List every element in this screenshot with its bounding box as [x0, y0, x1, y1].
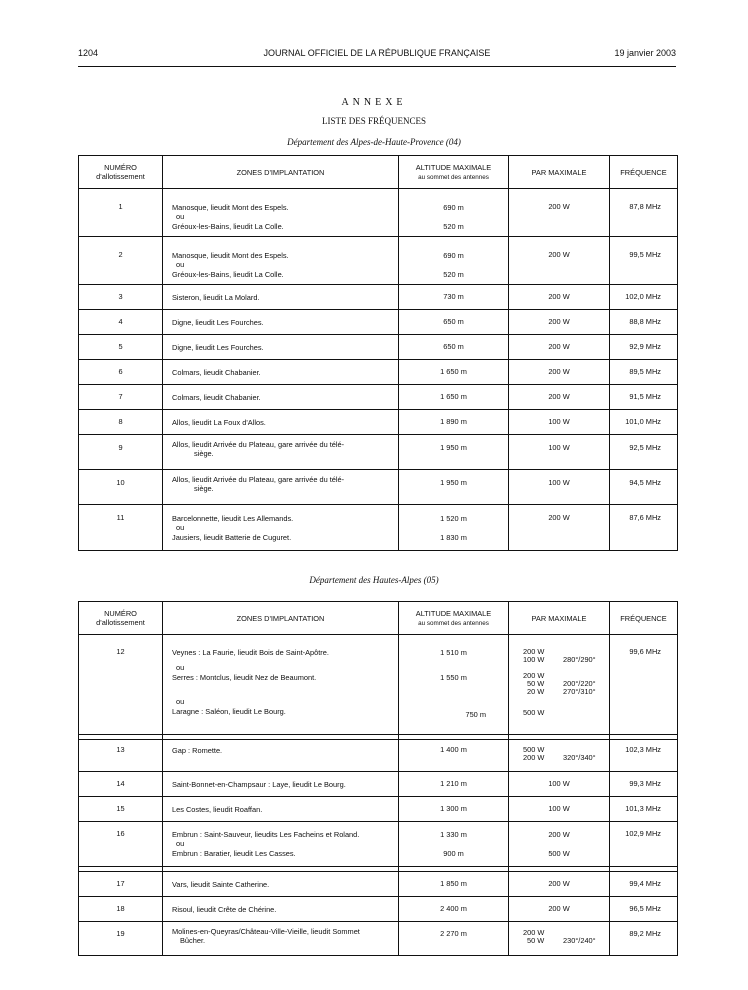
table-row: 2 Manosque, lieudit Mont des Espels. ou Gréoux-les-Bains, lieudit La Colle. 690 m 520 m 200 W 99,5 MHz [79, 237, 678, 285]
frequency-table-05 [78, 601, 678, 956]
table-row: 9 Allos, lieudit Arrivée du Plateau, gare arrivée du télé- siège. 1 950 m 100 W 92,5 MHz [79, 435, 678, 470]
page-header [78, 48, 676, 62]
table-row: 5 Digne, lieudit Les Fourches. 650 m 200 W 92,9 MHz [79, 335, 678, 360]
issue-date: 19 janvier 2003 [614, 48, 676, 58]
table-row: 7 Colmars, lieudit Chabanier. 1 650 m 200 W 91,5 MHz [79, 385, 678, 410]
table-row: 4 Digne, lieudit Les Fourches. 650 m 200 W 88,8 MHz [79, 310, 678, 335]
header-rule [78, 66, 676, 67]
table-row: 8 Allos, lieudit La Foux d'Allos. 1 890 m 100 W 101,0 MHz [79, 410, 678, 435]
table-row: 18 Risoul, lieudit Crête de Chérine. 2 400 m 200 W 96,5 MHz [79, 897, 678, 922]
annexe-title: ANNEXE [341, 97, 407, 108]
table-row: 19 Molines-en-Queyras/Château-Ville-Vieille, lieudit Sommet Bûcher. 2 270 m 200 W 50 W 230°/240° 89,2 MHz [79, 922, 678, 956]
department-title-04: Département des Alpes-de-Haute-Provence (04) [287, 137, 461, 147]
table-row: 13 Gap : Romette. 1 400 m 500 W 200 W 320°/340° 102,3 MHz [79, 740, 678, 772]
table-row: 17 Vars, lieudit Sainte Catherine. 1 850 m 200 W 99,4 MHz [79, 872, 678, 897]
table-row: 15 Les Costes, lieudit Roaffan. 1 300 m 100 W 101,3 MHz [79, 797, 678, 822]
table-row: 6 Colmars, lieudit Chabanier. 1 650 m 200 W 89,5 MHz [79, 360, 678, 385]
col-zones: ZONES D'IMPLANTATION [163, 156, 399, 189]
table-row: 16 Embrun : Saint-Sauveur, lieudits Les Facheins et Roland. ou Embrun : Baratier, lieudit Les Casses. 1 330 m 900 m 200 W 500 W 102,9 MHz [79, 822, 678, 867]
table-row: 3 Sisteron, lieudit La Molard. 730 m 200 W 102,0 MHz [79, 285, 678, 310]
department-title-05: Département des Hautes-Alpes (05) [309, 575, 439, 585]
col-frequence: FRÉQUENCE [610, 156, 678, 189]
table-row: 14 Saint-Bonnet-en-Champsaur : Laye, lieudit Le Bourg. 1 210 m 100 W 99,3 MHz [79, 772, 678, 797]
page-number: 1204 [78, 48, 99, 58]
table-row: 10 Allos, lieudit Arrivée du Plateau, gare arrivée du télé- siège. 1 950 m 100 W 94,5 MHz [79, 470, 678, 505]
table-row: 1 Manosque, lieudit Mont des Espels. ou Gréoux-les-Bains, lieudit La Colle. 690 m 520 m 200 W 87,8 MHz [79, 189, 678, 237]
col-numero: NUMÉRO d'allotissement [79, 156, 163, 189]
col-par: PAR MAXIMALE [509, 156, 610, 189]
table-row: 11 Barcelonnette, lieudit Les Allemands. ou Jausiers, lieudit Batterie de Cuguret. 1 520 m 1 830 m 200 W 87,6 MHz [79, 505, 678, 551]
col-altitude: ALTITUDE MAXIMALE au sommet des antennes [399, 156, 509, 189]
table-header-row: NUMÉRO d'allotissement ZONES D'IMPLANTATION ALTITUDE MAXIMALE au sommet des antennes PAR MAXIMALE FRÉQUENCE [79, 602, 678, 635]
list-title: LISTE DES FRÉQUENCES [321, 116, 426, 126]
frequency-table-04 [78, 155, 678, 551]
journal-title: JOURNAL OFFICIEL DE LA RÉPUBLIQUE FRANÇAISE [263, 48, 491, 58]
table-row: 12 Veynes : La Faurie, lieudit Bois de Saint-Apôtre. ou Serres : Montclus, lieudit Nez de Beaumont. ou Laragne : Saléon, lieudit Le Bourg. 1 510 m 1 550 m 750 m 200 W 100 W 280°/290° 200 W 50 W 200°/220° 20 W 270°/310° 500 W 99,6 MHz [79, 635, 678, 735]
table-header-row [79, 156, 678, 189]
